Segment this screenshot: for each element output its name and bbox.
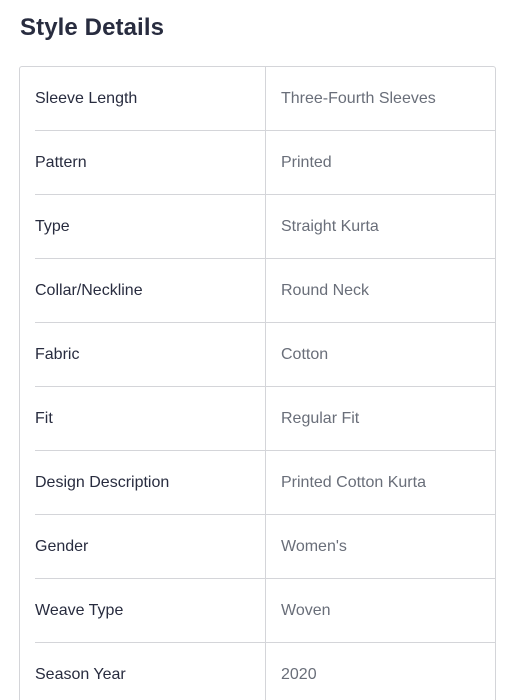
detail-value: Straight Kurta xyxy=(281,218,379,235)
detail-label: Pattern xyxy=(35,154,87,171)
detail-row-collar-neckline xyxy=(20,259,495,323)
detail-value: Printed xyxy=(281,154,332,171)
detail-label: Type xyxy=(35,218,70,235)
detail-label: Collar/Neckline xyxy=(35,282,143,299)
detail-label: Fit xyxy=(35,410,53,427)
detail-row-sleeve-length xyxy=(20,67,495,131)
detail-value: Cotton xyxy=(281,346,329,363)
detail-row-weave-type xyxy=(20,579,495,643)
detail-row-type xyxy=(20,195,495,259)
detail-row-design-description xyxy=(20,451,495,515)
detail-value: 2020 xyxy=(281,666,317,683)
section-title: Style Details xyxy=(20,14,165,41)
detail-value: Woven xyxy=(281,602,331,619)
detail-row-fit xyxy=(20,387,495,451)
detail-value: Regular Fit xyxy=(281,410,360,427)
detail-value: Women's xyxy=(281,538,347,555)
detail-label: Sleeve Length xyxy=(35,90,138,107)
detail-value: Printed Cotton Kurta xyxy=(281,474,426,491)
detail-row-pattern xyxy=(20,131,495,195)
detail-row-season-year xyxy=(20,643,495,700)
detail-label: Design Description xyxy=(35,474,170,491)
detail-value: Round Neck xyxy=(281,282,370,299)
detail-label: Fabric xyxy=(35,346,80,363)
detail-label: Weave Type xyxy=(35,602,124,619)
detail-value: Three-Fourth Sleeves xyxy=(281,90,436,107)
detail-label: Season Year xyxy=(35,666,126,683)
detail-label: Gender xyxy=(35,538,89,555)
style-details-table xyxy=(19,66,496,700)
detail-row-gender xyxy=(20,515,495,579)
detail-row-fabric xyxy=(20,323,495,387)
